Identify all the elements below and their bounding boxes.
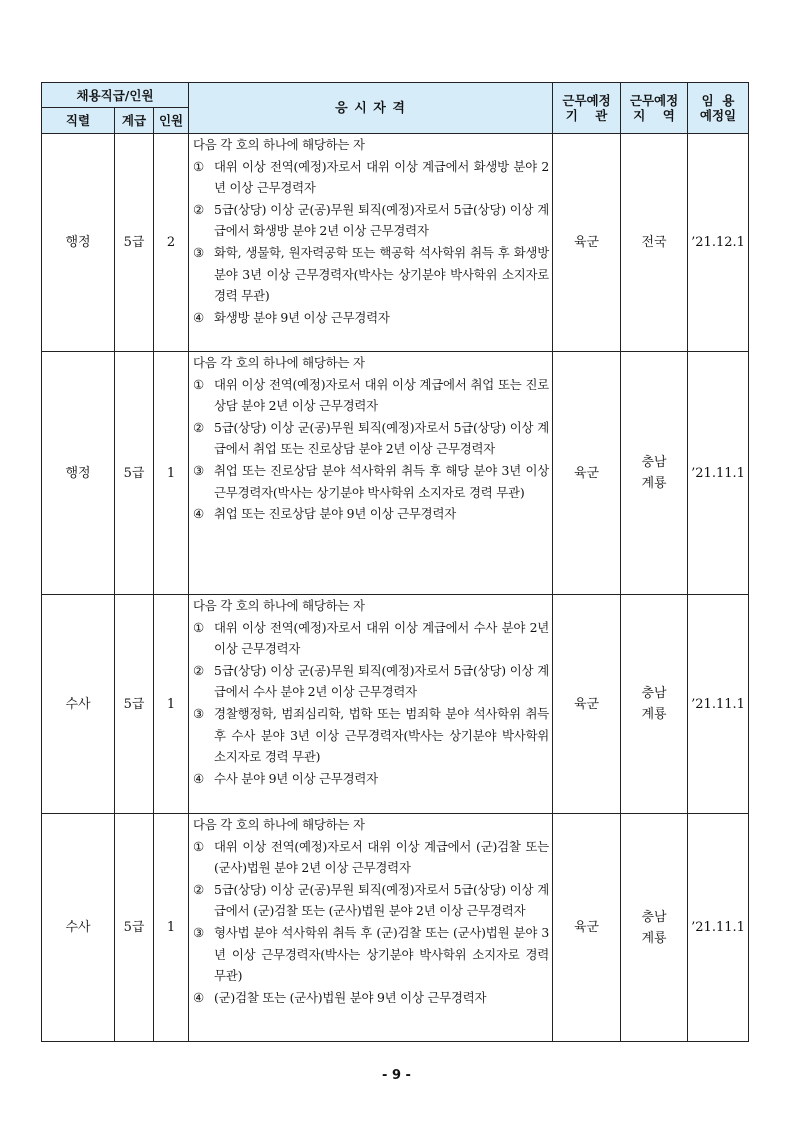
table-row [42,595,749,814]
qualification-item [193,417,549,460]
series-cell: 행정 [42,134,115,352]
item-number: ③ [193,462,204,478]
region-line: 충남 [641,909,667,925]
item-text: 형사법 분야 석사학위 취득 후 (군)검찰 또는 (군사)법원 분야 3년 이상 근무경력자(박사는 상기분야 박사학위 소지자로 경력 무관) [214,924,550,984]
item-number: ④ [193,506,204,522]
qualification-item [193,836,549,879]
item-text: 5급(상당) 이상 군(공)무원 퇴직(예정)자로서 5급(상당) 이상 계급에서 화생방 분야 2년 이상 근무경력자 [214,201,550,239]
region-line: 계룡 [641,707,667,722]
qualification-item [193,199,549,242]
qualification-item [193,879,549,922]
region-line: 계룡 [641,930,667,946]
region-cell [621,134,688,352]
qualification-item [193,768,549,790]
region-line: 충남 [641,686,667,701]
region-line: 계룡 [641,476,667,491]
item-text: 대위 이상 전역(예정)자로서 대위 이상 계급에서 화생방 분야 2년 이상 근무경력자 [214,158,550,196]
grade-cell: 5급 [115,352,154,595]
item-text: 대위 이상 전역(예정)자로서 대위 이상 계급에서 취업 또는 진로상담 분야 2년 이상 근무경력자 [214,376,550,414]
appointment-date-cell: ’21.11.1 [688,814,749,1042]
header-agency: 근무예정 기 관 [553,83,621,134]
qualification-item [193,242,549,307]
item-number: ① [193,619,204,635]
qualification-intro: 다음 각 호의 하나에 해당하는 자 [193,355,365,370]
item-text: 취업 또는 진로상담 분야 석사학위 취득 후 해당 분야 3년 이상 근무경력자(박사는 상기분야 박사학위 소지자로 경력 무관) [214,462,550,500]
item-text: 수사 분야 9년 이상 근무경력자 [214,770,378,786]
item-text: 5급(상당) 이상 군(공)무원 퇴직(예정)자로서 5급(상당) 이상 계급에서 수사 분야 2년 이상 근무경력자 [214,662,550,700]
item-text: 대위 이상 전역(예정)자로서 대위 이상 계급에서 (군)검찰 또는 (군사)법원 분야 2년 이상 근무경력자 [214,838,550,876]
header-position-group: 채용직급/인원 [42,83,189,108]
item-number: ② [193,419,204,435]
item-text: 대위 이상 전역(예정)자로서 대위 이상 계급에서 수사 분야 2년 이상 근무경력자 [214,619,550,657]
qualification-intro: 다음 각 호의 하나에 해당하는 자 [193,817,365,832]
qualification-item [193,703,549,768]
qualification-intro: 다음 각 호의 하나에 해당하는 자 [193,598,365,613]
agency-cell: 육군 [553,814,621,1042]
region-line: 충남 [641,455,667,470]
header-appointment-date: 임 용 예정일 [688,83,749,134]
qualification-cell [189,352,553,595]
item-text: 화학, 생물학, 원자력공학 또는 핵공학 석사학위 취득 후 화생방 분야 3년 이상 근무경력자(박사는 상기분야 박사학위 소지자로 경력 무관) [214,244,550,304]
count-cell: 2 [154,134,189,352]
region-cell [621,595,688,814]
grade-cell: 5급 [115,595,154,814]
appointment-date-cell: ’21.12.1 [688,134,749,352]
qualification-cell [189,814,553,1042]
item-number: ③ [193,705,204,721]
item-number: ② [193,881,204,897]
item-number: ② [193,662,204,678]
qualification-item [193,503,549,525]
agency-cell: 육군 [553,595,621,814]
header-region: 근무예정 지 역 [621,83,688,134]
series-cell: 행정 [42,352,115,595]
region-cell [621,814,688,1042]
item-text: 5급(상당) 이상 군(공)무원 퇴직(예정)자로서 5급(상당) 이상 계급에서 취업 또는 진로상담 분야 2년 이상 근무경력자 [214,419,550,457]
grade-cell: 5급 [115,134,154,352]
item-number: ① [193,376,204,392]
item-number: ③ [193,924,204,940]
item-text: (군)검찰 또는 (군사)법원 분야 9년 이상 근무경력자 [214,989,487,1005]
qualification-item [193,460,549,503]
qualification-item [193,987,549,1009]
qualification-cell [189,134,553,352]
agency-cell: 육군 [553,352,621,595]
qualification-cell [189,595,553,814]
qualification-item [193,156,549,199]
qualification-item [193,922,549,987]
qualification-item [193,660,549,703]
qualification-item [193,307,549,329]
header-series: 직렬 [42,108,115,134]
header-grade: 계급 [115,108,154,134]
region-line: 전국 [641,235,667,250]
table-row [42,352,749,595]
appointment-date-cell: ’21.11.1 [688,352,749,595]
region-cell [621,352,688,595]
agency-cell: 육군 [553,134,621,352]
series-cell: 수사 [42,814,115,1042]
item-text: 5급(상당) 이상 군(공)무원 퇴직(예정)자로서 5급(상당) 이상 계급에서 (군)검찰 또는 (군사)법원 분야 2년 이상 근무경력자 [214,881,550,919]
table-row [42,134,749,352]
qualification-item [193,374,549,417]
item-text: 화생방 분야 9년 이상 근무경력자 [214,309,390,325]
page-number: - 9 - [382,1068,411,1083]
grade-cell: 5급 [115,814,154,1042]
item-number: ① [193,838,204,854]
item-number: ③ [193,244,204,260]
recruitment-table [41,82,749,1042]
table-row [42,814,749,1042]
appointment-date-cell: ’21.11.1 [688,595,749,814]
series-cell: 수사 [42,595,115,814]
count-cell: 1 [154,595,189,814]
item-number: ② [193,201,204,217]
item-number: ④ [193,770,204,786]
count-cell: 1 [154,814,189,1042]
item-number: ④ [193,989,204,1005]
header-count: 인원 [154,108,189,134]
item-number: ④ [193,309,204,325]
item-text: 취업 또는 진로상담 분야 9년 이상 근무경력자 [214,506,456,522]
item-number: ① [193,158,204,174]
header-qualification: 응 시 자 격 [189,83,553,134]
item-text: 경찰행정학, 범죄심리학, 법학 또는 범죄학 분야 석사학위 취득 후 수사 분야 3년 이상 근무경력자(박사는 상기분야 박사학위 소지자로 경력 무관) [214,705,550,765]
qualification-intro: 다음 각 호의 하나에 해당하는 자 [193,137,365,152]
qualification-item [193,617,549,660]
count-cell: 1 [154,352,189,595]
